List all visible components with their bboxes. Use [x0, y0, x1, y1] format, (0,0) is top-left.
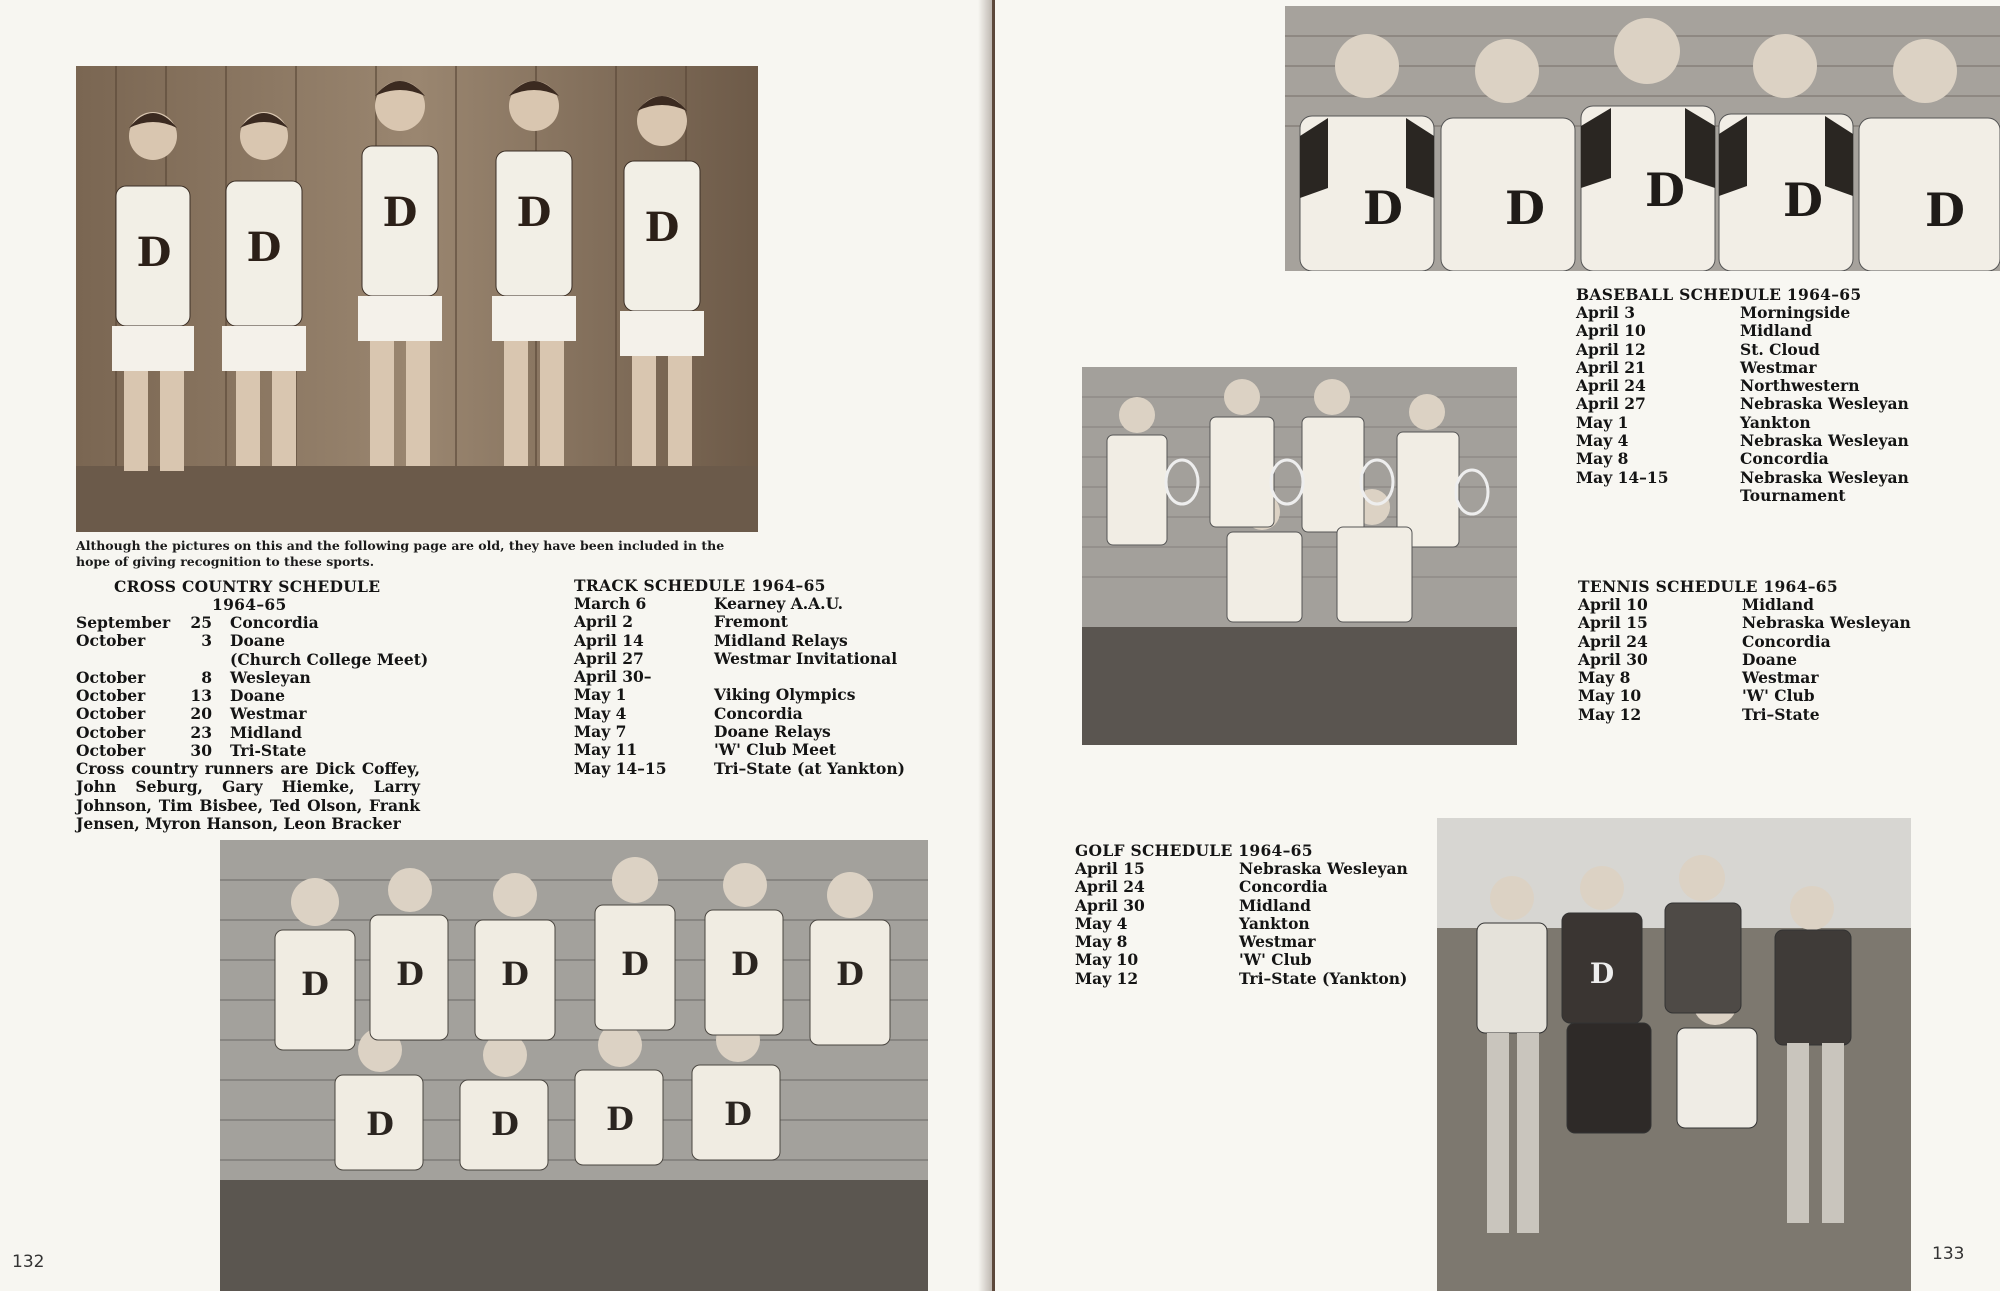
cross-country-row [76, 742, 421, 760]
baseball-date: May 4 [1576, 431, 1629, 451]
baseball-event: St. Cloud [1740, 339, 1820, 359]
right-page [995, 0, 2000, 1291]
tennis-row [1578, 687, 1978, 705]
golf-row [1075, 860, 1455, 878]
tennis-title: TENNIS SCHEDULE 1964–65 [1578, 577, 1838, 596]
tennis-row [1578, 706, 1978, 724]
track-date: April 2 [574, 612, 633, 632]
tennis-date: May 10 [1578, 686, 1642, 706]
baseball-event: Nebraska Wesleyan [1740, 431, 1909, 451]
golf-row [1075, 933, 1455, 951]
baseball-row [1576, 450, 1976, 468]
cross-country-row [76, 649, 429, 669]
golf-row [1075, 951, 1455, 969]
tennis-event: Doane [1742, 649, 1797, 669]
baseball-date: May 1 [1576, 412, 1629, 432]
jersey-letter: D [1589, 957, 1615, 990]
tennis-date: April 24 [1578, 631, 1648, 651]
tennis-row [1578, 633, 1978, 651]
baseball-date: April 3 [1576, 303, 1635, 322]
track-row [574, 760, 954, 778]
jersey-letter: D [246, 224, 282, 271]
baseball-date: April 27 [1576, 394, 1646, 414]
cross-country-title: CROSS COUNTRY SCHEDULE [114, 577, 381, 596]
track-date: April 30– [574, 667, 652, 687]
photo-caption: Although the pictures on this and the following page are old, they have been included in the hope of giving recognition to these sports. [76, 538, 725, 569]
baseball-row [1576, 304, 1976, 322]
track-date: May 14–15 [574, 758, 667, 778]
tennis-date: April 30 [1578, 649, 1648, 669]
jersey-letter: D [382, 189, 418, 236]
baseball-event: Nebraska Wesleyan [1740, 467, 1909, 487]
track-event: Tri–State (at Yankton) [714, 758, 905, 778]
golf-event: Nebraska Wesleyan [1239, 859, 1408, 878]
track-event: Viking Olympics [714, 685, 856, 705]
page-number-right: 133 [1932, 1244, 1965, 1264]
track-date: April 27 [574, 648, 644, 668]
track-date: April 14 [574, 630, 644, 650]
track-row [574, 595, 954, 613]
tennis-date: April 15 [1578, 613, 1648, 633]
baseball-row [1576, 487, 1976, 505]
golf-date: April 24 [1075, 877, 1145, 897]
baseball-row [1576, 414, 1976, 432]
golf-event: Tri–State (Yankton) [1239, 968, 1408, 988]
jersey-letter: D [1505, 181, 1545, 235]
golf-date: May 8 [1075, 932, 1128, 952]
golf-event: Midland [1239, 895, 1311, 915]
baseball-event: Westmar [1740, 357, 1817, 377]
cross-country-row [76, 632, 421, 650]
cross-country-day: 8 [201, 667, 212, 687]
cross-country-event: Westmar [230, 704, 307, 724]
cross-country-month: October [76, 722, 146, 742]
baseball-date: April 12 [1576, 339, 1646, 359]
golf-date: May 10 [1075, 950, 1139, 970]
jersey-letter: D [366, 1105, 394, 1143]
baseball-row [1576, 341, 1976, 359]
track-date: May 4 [574, 703, 627, 723]
track-row [574, 650, 954, 668]
cross-country-day: 13 [190, 686, 212, 706]
baseball-date [1576, 487, 1740, 505]
tennis-schedule [1578, 578, 1978, 724]
track-event: Fremont [714, 612, 788, 632]
cross-country-day: 30 [190, 741, 212, 761]
baseball-event: Nebraska Wesleyan [1740, 394, 1909, 414]
golf-schedule [1075, 842, 1455, 988]
jersey-letter: D [516, 189, 552, 236]
track-row [574, 632, 954, 650]
cross-country-event: (Church College Meet) [230, 649, 429, 669]
track-row [574, 705, 954, 723]
cross-country-year: 1964–65 [212, 595, 287, 614]
cross-country-row [76, 614, 421, 632]
golf-row [1075, 915, 1455, 933]
cross-country-month: October [76, 686, 146, 706]
cross-country-month: October [76, 667, 146, 687]
cross-country-month: September [76, 613, 171, 632]
baseball-event: Morningside [1740, 303, 1851, 322]
track-event: Kearney A.A.U. [714, 594, 844, 613]
baseball-row [1576, 359, 1976, 377]
jersey-letter: D [731, 945, 759, 983]
jersey-letter: D [396, 955, 424, 993]
baseball-event: Yankton [1740, 412, 1811, 432]
golf-event: Yankton [1239, 913, 1310, 933]
jersey-letter: D [491, 1105, 519, 1143]
cross-country-day: 25 [190, 613, 212, 632]
tennis-team-photo [1082, 367, 1517, 745]
golf-date: May 12 [1075, 968, 1139, 988]
golf-event: 'W' Club [1239, 950, 1312, 970]
track-title: TRACK SCHEDULE 1964–65 [574, 576, 826, 595]
baseball-schedule [1576, 286, 1976, 505]
tennis-event: Tri–State [1742, 704, 1820, 724]
golf-row [1075, 970, 1455, 988]
tennis-event: Westmar [1742, 668, 1819, 688]
track-row [574, 686, 954, 704]
jersey-letter: D [301, 965, 329, 1003]
golf-event: Concordia [1239, 877, 1328, 897]
jersey-letter: D [724, 1095, 752, 1133]
tennis-event: Midland [1742, 595, 1814, 614]
baseball-date: April 24 [1576, 376, 1646, 396]
cross-country-event: Concordia [230, 613, 319, 632]
golf-row [1075, 878, 1455, 896]
track-event: Midland Relays [714, 630, 848, 650]
cross-country-day: 20 [190, 704, 212, 724]
cross-country-day: 3 [201, 631, 212, 651]
tennis-event: Concordia [1742, 631, 1831, 651]
cross-country-day: 23 [190, 722, 212, 742]
tennis-event: 'W' Club [1742, 686, 1815, 706]
track-row [574, 613, 954, 631]
golf-title: GOLF SCHEDULE 1964–65 [1075, 841, 1313, 860]
track-date: March 6 [574, 594, 647, 613]
track-row [574, 741, 954, 759]
golf-event: Westmar [1239, 932, 1316, 952]
baseball-row [1576, 322, 1976, 340]
jersey-letter: D [1783, 173, 1823, 227]
track-row [574, 668, 954, 686]
jersey-letter: D [606, 1100, 634, 1138]
baseball-event: Northwestern [1740, 376, 1860, 396]
baseball-date: May 14–15 [1576, 467, 1669, 487]
cross-country-event: Doane [230, 631, 285, 651]
track-event [714, 668, 954, 686]
baseball-date: April 10 [1576, 321, 1646, 341]
golf-date: May 4 [1075, 913, 1128, 933]
cross-country-month: October [76, 631, 146, 651]
cross-country-team-photo [76, 66, 758, 532]
golf-team-photo [1437, 818, 1911, 1291]
jersey-letter: D [1363, 181, 1403, 235]
track-event: Westmar Invitational [714, 648, 898, 668]
jersey-letter: D [1645, 163, 1685, 217]
golf-date: April 15 [1075, 859, 1145, 878]
jersey-letter: D [136, 229, 172, 276]
track-date: May 11 [574, 740, 638, 760]
cross-country-schedule [76, 577, 429, 761]
tennis-row [1578, 669, 1978, 687]
cross-country-day [174, 651, 230, 669]
jersey-letter: D [644, 204, 680, 251]
baseball-event: Concordia [1740, 449, 1829, 469]
cross-country-row [76, 687, 421, 705]
tennis-row [1578, 651, 1978, 669]
cross-country-row [76, 669, 421, 687]
baseball-date: April 21 [1576, 357, 1646, 377]
cross-country-month [76, 651, 174, 669]
tennis-date: May 12 [1578, 704, 1642, 724]
golf-date: April 30 [1075, 895, 1145, 915]
golf-row [1075, 897, 1455, 915]
track-team-photo [220, 840, 928, 1291]
track-schedule [574, 577, 954, 778]
cross-country-row [76, 705, 421, 723]
cross-country-event: Wesleyan [230, 667, 311, 687]
track-date: May 7 [574, 722, 627, 742]
baseball-row [1576, 395, 1976, 413]
baseball-row [1576, 432, 1976, 450]
baseball-event: Midland [1740, 321, 1812, 341]
page-number-left: 132 [12, 1252, 45, 1272]
baseball-event: Tournament [1740, 485, 1846, 505]
baseball-team-photo [1285, 6, 2000, 271]
track-event: 'W' Club Meet [714, 740, 837, 760]
tennis-row [1578, 596, 1978, 614]
cross-country-event: Tri-State [230, 741, 307, 761]
jersey-letter: D [621, 945, 649, 983]
left-page [0, 0, 992, 1291]
track-row [574, 723, 954, 741]
tennis-row [1578, 614, 1978, 632]
baseball-row [1576, 469, 1976, 487]
track-event: Concordia [714, 703, 803, 723]
cross-country-event: Doane [230, 686, 285, 706]
baseball-row [1576, 377, 1976, 395]
cross-country-runners: Cross country runners are Dick Coffey, John Seburg, Gary Hiemke, Larry Johnson, Tim Bisbee, Ted Olson, Frank Jensen, Myron Hanson, Leon Bracker [76, 759, 420, 834]
track-date: May 1 [574, 685, 627, 705]
baseball-date: May 8 [1576, 449, 1629, 469]
cross-country-event: Midland [230, 722, 302, 742]
jersey-letter: D [501, 955, 529, 993]
cross-country-month: October [76, 704, 146, 724]
cross-country-month: October [76, 741, 146, 761]
track-event: Doane Relays [714, 722, 831, 742]
cross-country-row [76, 724, 421, 742]
tennis-date: May 8 [1578, 668, 1631, 688]
jersey-letter: D [1925, 183, 1965, 237]
tennis-date: April 10 [1578, 595, 1648, 614]
tennis-event: Nebraska Wesleyan [1742, 613, 1911, 633]
baseball-title: BASEBALL SCHEDULE 1964–65 [1576, 285, 1862, 304]
jersey-letter: D [836, 955, 864, 993]
